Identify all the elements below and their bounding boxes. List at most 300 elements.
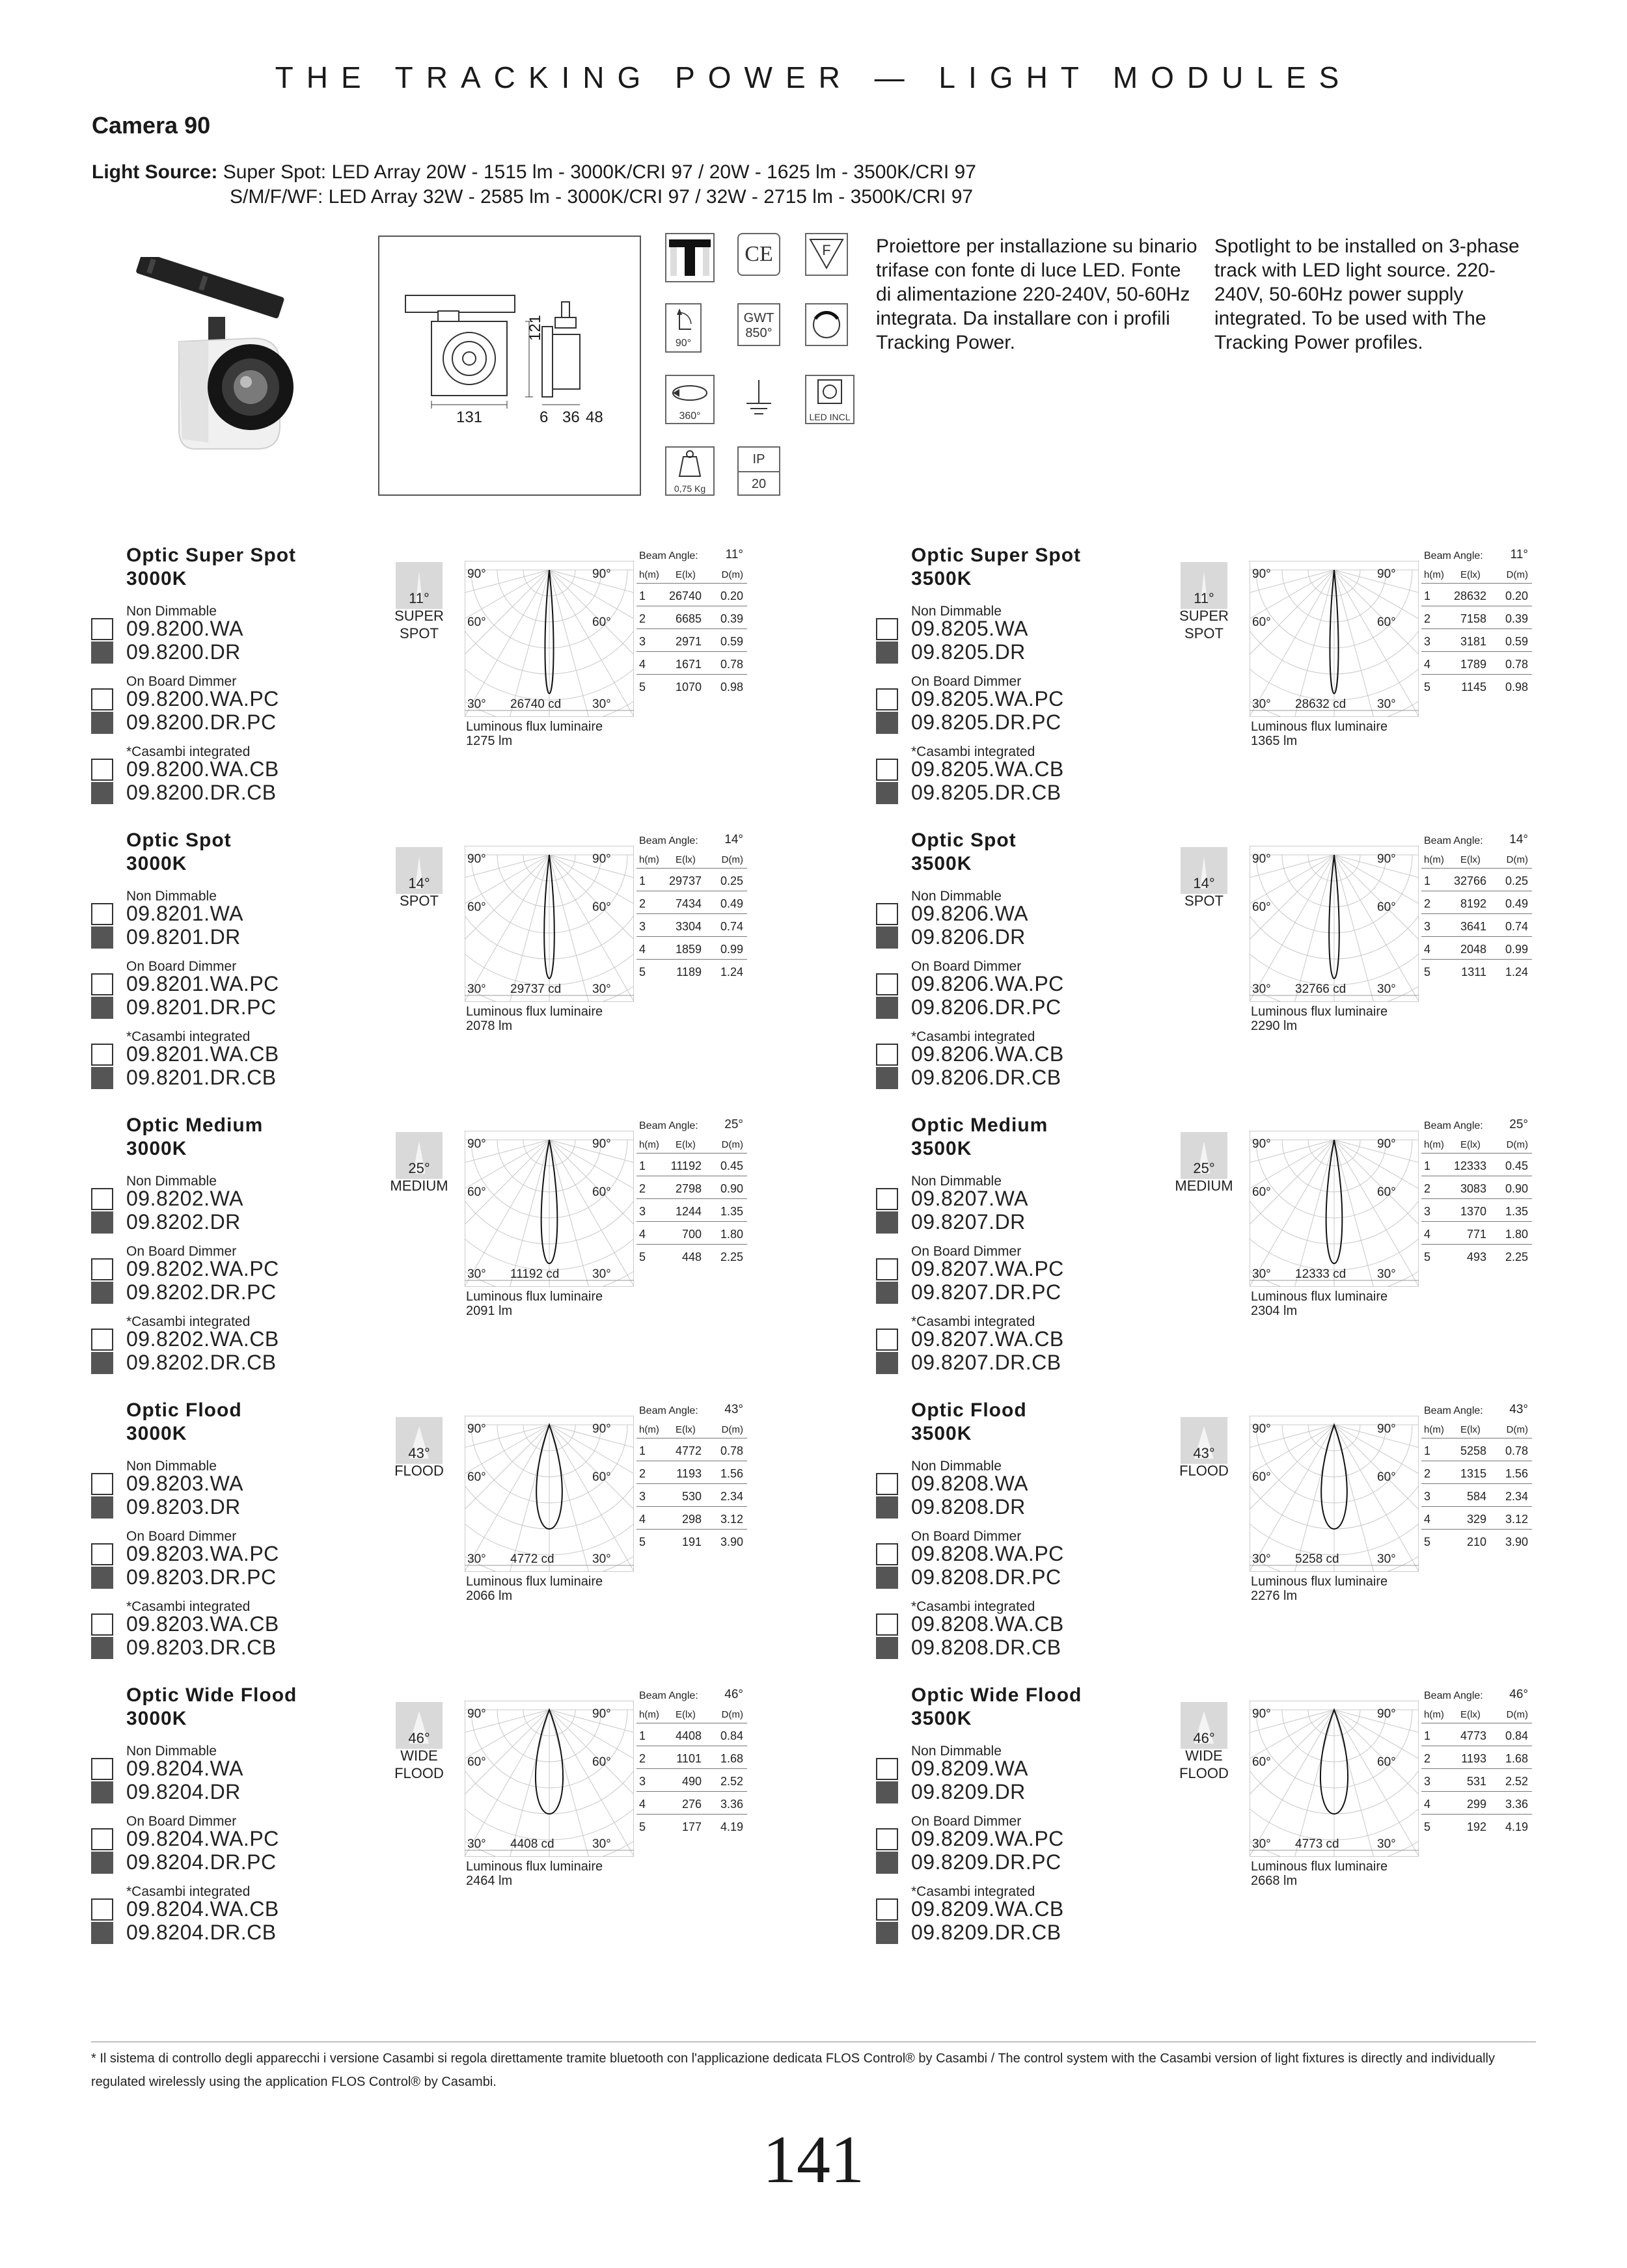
table-header-row: [1421, 563, 1532, 584]
led-included-text: LED INCL: [809, 412, 851, 422]
white-finish-swatch: [91, 618, 113, 640]
white-finish-swatch: [876, 759, 898, 781]
earth-class-icon: [737, 375, 780, 424]
white-finish-swatch: [876, 903, 898, 925]
product-code: 09.8201.DR.CB: [126, 1066, 277, 1089]
optic-section: [876, 1399, 1627, 1672]
table-row: [1421, 1222, 1532, 1245]
on-board-dimmer-label: On Board Dimmer: [126, 1814, 237, 1829]
row-illuminance: 2048: [1460, 943, 1486, 956]
on-board-dimmer-label: On Board Dimmer: [126, 1529, 237, 1544]
luminous-flux-label: Luminous flux luminaire: [466, 1859, 603, 1874]
row-illuminance: 1244: [675, 1205, 702, 1218]
row-diameter: 0.39: [720, 612, 743, 625]
row-illuminance: 8192: [1460, 897, 1486, 910]
row-height: 2: [1424, 612, 1431, 625]
product-code: 09.8208.WA.CB: [911, 1612, 1064, 1636]
row-diameter: 3.90: [1505, 1535, 1528, 1548]
product-code: 09.8205.DR: [911, 640, 1026, 664]
row-height: 2: [639, 897, 646, 910]
row-height: 3: [1424, 635, 1431, 648]
row-diameter: 1.35: [720, 1205, 743, 1218]
optic-name: Optic Super Spot: [126, 545, 297, 566]
row-height: 5: [1424, 1250, 1431, 1263]
track-mount-icon: [665, 233, 715, 282]
dark-finish-swatch: [876, 1211, 898, 1234]
product-code: 09.8208.WA: [911, 1472, 1028, 1495]
row-diameter: 2.52: [720, 1775, 743, 1788]
row-diameter: 1.24: [720, 965, 743, 979]
white-finish-swatch: [91, 903, 113, 925]
polar-label-60-left: 60°: [1252, 615, 1271, 629]
polar-label-30-right: 30°: [592, 1837, 611, 1851]
optic-cct: 3000K: [126, 1708, 187, 1729]
row-illuminance: 191: [681, 1535, 702, 1548]
col-d-header: D(m): [1506, 569, 1528, 580]
product-code: 09.8209.WA.PC: [911, 1827, 1064, 1850]
row-diameter: 2.34: [720, 1490, 743, 1503]
rotation-angle-icon: [665, 375, 715, 424]
polar-label-60-right: 60°: [592, 1755, 611, 1769]
optic-title: [126, 829, 232, 876]
table-header-row: [1421, 1133, 1532, 1154]
dark-finish-swatch: [876, 1637, 898, 1659]
table-row: [1421, 937, 1532, 960]
white-finish-swatch: [876, 1044, 898, 1066]
table-row: [1421, 584, 1532, 606]
beam-angle-value: 11°: [409, 590, 430, 606]
row-illuminance: 1189: [676, 965, 702, 979]
white-finish-swatch: [876, 1473, 898, 1495]
col-e-header: E(lx): [1460, 1424, 1481, 1435]
table-row: [636, 652, 747, 675]
tilt-angle-icon: [665, 303, 702, 353]
white-finish-swatch: [91, 1613, 113, 1636]
product-code: 09.8201.WA: [126, 902, 243, 925]
row-height: 2: [639, 612, 646, 625]
col-d-header: D(m): [1506, 1139, 1528, 1150]
table-row: [1421, 891, 1532, 914]
col-h-header: h(m): [1424, 1424, 1444, 1435]
table-row: [636, 960, 747, 982]
light-source-text-1: Super Spot: LED Array 20W - 1515 lm - 3000K/CRI 97 / 20W - 1625 lm - 3500K/CRI 97: [223, 161, 976, 183]
page-title: THE TRACKING POWER — LIGHT MODULES: [275, 61, 1352, 94]
col-d-header: D(m): [721, 1139, 743, 1150]
polar-label-90-right: 90°: [1377, 1137, 1396, 1151]
col-h-header: h(m): [639, 569, 659, 580]
product-code: 09.8207.WA.PC: [911, 1257, 1064, 1280]
polar-label-30-right: 30°: [592, 982, 611, 996]
casambi-label: *Casambi integrated: [126, 1599, 251, 1614]
luminous-flux: [466, 1574, 603, 1603]
white-finish-swatch: [876, 1758, 898, 1780]
non-dimmable-label: Non Dimmable: [126, 1174, 217, 1189]
row-height: 4: [639, 943, 646, 956]
col-e-header: E(lx): [676, 1424, 696, 1435]
luminous-flux: [1251, 1289, 1388, 1318]
polar-label-90-right: 90°: [592, 567, 611, 581]
row-illuminance: 3181: [1460, 635, 1486, 648]
product-code: 09.8203.DR: [126, 1495, 241, 1519]
polar-label-90-left: 90°: [467, 852, 486, 866]
luminous-flux: [466, 1859, 603, 1888]
candela-value: 11192 cd: [510, 1267, 560, 1281]
beam-type-label: WIDE FLOOD: [1179, 1748, 1229, 1781]
product-code: 09.8208.DR.PC: [911, 1565, 1061, 1589]
polar-label-90-right: 90°: [592, 1137, 611, 1151]
beam-angle-label: Beam Angle:: [639, 1120, 698, 1131]
row-height: 4: [1424, 1228, 1431, 1241]
polar-label-60-right: 60°: [592, 615, 611, 629]
beam-angle-label: Beam Angle:: [1424, 550, 1483, 561]
row-diameter: 1.35: [1505, 1205, 1528, 1218]
polar-diagram: [1250, 1131, 1419, 1287]
row-diameter: 1.80: [1505, 1228, 1528, 1241]
luminous-flux: [1251, 1574, 1388, 1603]
candela-value: 12333 cd: [1295, 1267, 1347, 1281]
polar-label-60-right: 60°: [1377, 615, 1396, 629]
beam-type-label: MEDIUM: [390, 1178, 448, 1194]
row-height: 4: [639, 1798, 646, 1811]
non-dimmable-label: Non Dimmable: [911, 1744, 1002, 1759]
luminous-flux: [1251, 720, 1388, 748]
polar-label-60-left: 60°: [1252, 1470, 1271, 1484]
row-diameter: 0.49: [720, 897, 743, 910]
table-row: [636, 629, 747, 652]
row-height: 3: [1424, 1775, 1431, 1788]
row-height: 2: [639, 1467, 646, 1480]
beam-angle-label: Beam Angle:: [1424, 1405, 1483, 1416]
col-e-header: E(lx): [1460, 569, 1481, 580]
white-finish-swatch: [91, 1543, 113, 1565]
dark-finish-swatch: [876, 1781, 898, 1803]
non-dimmable-label: Non Dimmable: [911, 1459, 1002, 1474]
dark-finish-swatch: [876, 782, 898, 804]
gwt-text: GWT: [743, 311, 774, 325]
table-row: [1421, 960, 1532, 982]
luminous-flux-value: 2304 lm: [1251, 1304, 1298, 1318]
white-finish-swatch: [91, 1898, 113, 1921]
dark-finish-swatch: [876, 1852, 898, 1874]
col-e-header: E(lx): [676, 1139, 696, 1150]
non-dimmable-label: Non Dimmable: [126, 889, 217, 904]
luminous-flux-value: 2276 lm: [1251, 1589, 1298, 1603]
col-d-header: D(m): [721, 854, 743, 865]
table-header-row: [1421, 848, 1532, 869]
row-height: 2: [1424, 897, 1431, 910]
luminous-flux-value: 1365 lm: [1251, 734, 1298, 748]
product-code: 09.8200.DR.PC: [126, 710, 277, 734]
row-illuminance: 2971: [675, 635, 702, 648]
beam-type-label: SUPER SPOT: [394, 608, 444, 641]
ip-rating-icon: [737, 446, 780, 496]
dark-finish-swatch: [91, 1922, 113, 1944]
polar-label-90-left: 90°: [1252, 1422, 1271, 1436]
row-diameter: 0.84: [720, 1729, 743, 1742]
row-height: 2: [1424, 1182, 1431, 1195]
optic-section: [876, 829, 1627, 1102]
polar-label-60-left: 60°: [467, 1470, 486, 1484]
product-code: 09.8206.DR.PC: [911, 995, 1061, 1019]
beam-angle-value: 25°: [1193, 1160, 1215, 1176]
row-illuminance: 7158: [1460, 612, 1486, 625]
table-row: [1421, 1461, 1532, 1484]
non-dimmable-label: Non Dimmable: [911, 604, 1002, 619]
white-finish-swatch: [91, 1258, 113, 1280]
table-row: [1421, 914, 1532, 937]
luminous-flux-value: 1275 lm: [466, 734, 513, 748]
beam-angle-label: Beam Angle:: [639, 550, 698, 561]
col-e-header: E(lx): [676, 569, 696, 580]
row-diameter: 0.98: [720, 681, 743, 694]
technical-drawing: [378, 236, 641, 496]
product-code: 09.8202.WA.PC: [126, 1257, 279, 1280]
row-height: 1: [1424, 589, 1431, 602]
row-height: 5: [639, 965, 646, 979]
polar-label-30-left: 30°: [467, 697, 486, 711]
casambi-label: *Casambi integrated: [126, 1029, 251, 1044]
row-height: 1: [639, 1729, 646, 1742]
row-diameter: 1.68: [720, 1752, 743, 1765]
polar-label-30-right: 30°: [1377, 1837, 1396, 1851]
white-finish-swatch: [876, 1543, 898, 1565]
table-row: [1421, 1815, 1532, 1837]
table-row: [1421, 1245, 1532, 1267]
polar-label-30-left: 30°: [467, 1837, 486, 1851]
ce-mark-text: CE: [745, 242, 773, 266]
casambi-label: *Casambi integrated: [911, 1599, 1035, 1614]
table-row: [1421, 1723, 1532, 1746]
row-illuminance: 3641: [1460, 920, 1486, 933]
beam-angle-header: [636, 544, 747, 563]
non-dimmable-label: Non Dimmable: [126, 604, 217, 619]
beam-type-label: SUPER SPOT: [1179, 608, 1229, 641]
candela-value: 28632 cd: [1295, 697, 1347, 711]
row-illuminance: 531: [1466, 1775, 1486, 1788]
product-code: 09.8207.WA.CB: [911, 1327, 1064, 1351]
optic-title: [126, 1114, 263, 1161]
row-illuminance: 1370: [1460, 1205, 1486, 1218]
row-illuminance: 6685: [675, 612, 702, 625]
table-row: [1421, 869, 1532, 891]
row-height: 5: [1424, 965, 1431, 979]
dark-finish-swatch: [91, 1211, 113, 1234]
dark-finish-swatch: [91, 1496, 113, 1519]
dark-finish-swatch: [91, 641, 113, 664]
row-height: 5: [639, 1250, 646, 1263]
product-code: 09.8204.WA.CB: [126, 1897, 279, 1921]
non-dimmable-label: Non Dimmable: [911, 889, 1002, 904]
dark-finish-swatch: [91, 997, 113, 1019]
on-board-dimmer-label: On Board Dimmer: [126, 959, 237, 974]
product-code: 09.8200.DR: [126, 640, 241, 664]
polar-label-90-right: 90°: [592, 1707, 611, 1721]
white-finish-swatch: [876, 1898, 898, 1921]
description-italian: Proiettore per installazione su binario trifase con fonte di luce LED. Fonte di alimentazione 220-240V, 50-60Hz integrata. Da installare con i profili Tracking Power.: [876, 236, 1197, 353]
col-h-header: h(m): [639, 854, 659, 865]
table-row: [636, 1792, 747, 1815]
dark-finish-swatch: [91, 712, 113, 734]
product-code: 09.8201.DR.PC: [126, 995, 277, 1019]
non-dimmable-label: Non Dimmable: [911, 1174, 1002, 1189]
dimension-height: 121: [526, 314, 544, 341]
polar-diagram: [465, 1131, 634, 1287]
row-illuminance: 4773: [1460, 1729, 1486, 1742]
beam-angle-table-value: 14°: [1509, 833, 1528, 846]
product-code: 09.8202.DR: [126, 1210, 241, 1234]
polar-label-30-right: 30°: [1377, 982, 1396, 996]
col-h-header: h(m): [639, 1424, 659, 1435]
row-diameter: 3.36: [720, 1798, 743, 1811]
row-illuminance: 3083: [1460, 1182, 1486, 1195]
polar-label-90-left: 90°: [1252, 1707, 1271, 1721]
footnote: * Il sistema di controllo degli apparecchi i versione Casambi si regola direttamente tramite bluetooth con l'applicazione dedicata FLOS Control® by Casambi / The control system with the Casambi version of light fixtures is directly and individually regulated wirelessly using the application FLOS Control® by Casambi.: [91, 2051, 1495, 2089]
dimension-depth-2: 36: [562, 409, 580, 426]
white-finish-swatch: [91, 688, 113, 710]
product-code: 09.8207.DR: [911, 1210, 1026, 1234]
luminous-flux-label: Luminous flux luminaire: [466, 1574, 603, 1589]
table-row: [1421, 1746, 1532, 1769]
row-diameter: 1.24: [1505, 965, 1528, 979]
product-code: 09.8207.WA: [911, 1187, 1028, 1210]
row-diameter: 3.36: [1505, 1798, 1528, 1811]
optic-cct: 3500K: [911, 568, 972, 589]
dimension-depth-1: 6: [540, 409, 549, 426]
row-height: 3: [1424, 1490, 1431, 1503]
row-diameter: 0.84: [1505, 1729, 1528, 1742]
beam-angle-header: [636, 1684, 747, 1703]
white-finish-swatch: [91, 1329, 113, 1351]
table-row: [1421, 1507, 1532, 1530]
dark-finish-swatch: [91, 1352, 113, 1374]
polar-label-30-left: 30°: [1252, 1267, 1271, 1281]
light-source-label: Light Source:: [92, 161, 218, 183]
product-code: 09.8205.WA.PC: [911, 687, 1064, 710]
row-illuminance: 210: [1466, 1535, 1486, 1548]
optic-name: Optic Spot: [126, 830, 232, 851]
polar-label-30-left: 30°: [1252, 1552, 1271, 1566]
product-code: 09.8209.DR: [911, 1780, 1026, 1803]
row-diameter: 0.25: [1505, 874, 1528, 887]
col-h-header: h(m): [1424, 1139, 1444, 1150]
luminous-flux-label: Luminous flux luminaire: [1251, 1859, 1388, 1874]
polar-diagram: [1250, 846, 1419, 1002]
polar-label-90-right: 90°: [592, 1422, 611, 1436]
beam-angle-label: Beam Angle:: [639, 835, 698, 846]
ip-value: 20: [751, 477, 767, 491]
row-illuminance: 530: [681, 1490, 702, 1503]
row-illuminance: 1311: [1461, 965, 1486, 979]
table-row: [636, 1245, 747, 1267]
polar-label-30-right: 30°: [592, 1267, 611, 1281]
polar-label-90-left: 90°: [467, 1422, 486, 1436]
product-code: 09.8206.DR: [911, 925, 1026, 949]
optic-name: Optic Wide Flood: [126, 1684, 297, 1706]
illuminance-table: [1421, 544, 1532, 697]
row-illuminance: 26740: [668, 589, 702, 602]
table-header-row: [636, 848, 747, 869]
optic-name: Optic Medium: [126, 1114, 264, 1136]
dark-finish-swatch: [91, 1637, 113, 1659]
candela-value: 5258 cd: [1295, 1552, 1339, 1566]
luminous-flux-value: 2668 lm: [1251, 1874, 1298, 1888]
illuminance-table: [636, 1684, 747, 1837]
polar-label-30-left: 30°: [1252, 1837, 1271, 1851]
product-code: 09.8203.WA.CB: [126, 1612, 279, 1636]
optic-section: [876, 1114, 1627, 1387]
row-height: 1: [1424, 874, 1431, 887]
polar-label-60-left: 60°: [1252, 1755, 1271, 1769]
beam-angle-label: Beam Angle:: [1424, 1120, 1483, 1131]
product-code: 09.8203.WA: [126, 1472, 243, 1495]
row-diameter: 1.68: [1505, 1752, 1528, 1765]
light-source-line-1: [92, 161, 976, 183]
row-height: 4: [639, 1228, 646, 1241]
beam-angle-value: 46°: [1193, 1730, 1215, 1746]
product-code: 09.8201.DR: [126, 925, 241, 949]
white-finish-swatch: [91, 973, 113, 995]
luminous-flux-label: Luminous flux luminaire: [466, 1005, 603, 1019]
row-height: 4: [639, 1513, 646, 1526]
dark-finish-swatch: [876, 926, 898, 949]
row-diameter: 0.78: [720, 658, 743, 671]
product-code: 09.8204.DR.CB: [126, 1921, 277, 1944]
table-row: [1421, 1530, 1532, 1552]
table-row: [636, 675, 747, 697]
dark-finish-swatch: [876, 1067, 898, 1089]
dark-finish-swatch: [91, 1781, 113, 1803]
row-illuminance: 3304: [675, 920, 702, 933]
table-header-row: [636, 1133, 747, 1154]
polar-label-60-left: 60°: [467, 900, 486, 914]
table-row: [1421, 629, 1532, 652]
product-name: Camera 90: [92, 112, 211, 139]
row-diameter: 4.19: [720, 1820, 743, 1833]
dark-finish-swatch: [876, 641, 898, 664]
illuminance-table: [636, 1399, 747, 1552]
row-illuminance: 1101: [676, 1752, 702, 1765]
row-height: 1: [639, 874, 646, 887]
row-diameter: 3.12: [1505, 1513, 1528, 1526]
row-illuminance: 299: [1466, 1798, 1486, 1811]
ip-label: IP: [739, 448, 779, 472]
description-english: Spotlight to be installed on 3-phase track with LED light source. 220-240V, 50-60Hz power supply integrated. To be used with The Tracking Power profiles.: [1214, 236, 1520, 353]
weight-icon: [665, 446, 715, 496]
optic-cct: 3000K: [126, 853, 187, 874]
f-mark-text: F: [822, 242, 831, 258]
rotation-angle-text: 360°: [679, 411, 701, 422]
table-row: [636, 1154, 747, 1176]
polar-label-30-left: 30°: [467, 982, 486, 996]
col-h-header: h(m): [1424, 1709, 1444, 1720]
polar-label-90-right: 90°: [1377, 1707, 1396, 1721]
luminous-flux-value: 2464 lm: [466, 1874, 513, 1888]
row-illuminance: 1315: [1460, 1467, 1486, 1480]
polar-label-60-left: 60°: [467, 1755, 486, 1769]
non-dimmable-label: Non Dimmable: [126, 1459, 217, 1474]
col-e-header: E(lx): [1460, 1709, 1481, 1720]
product-code: 09.8208.WA.PC: [911, 1542, 1064, 1565]
polar-diagram: [465, 846, 634, 1002]
col-d-header: D(m): [721, 1424, 743, 1435]
dark-finish-swatch: [876, 712, 898, 734]
row-illuminance: 11192: [670, 1159, 702, 1172]
polar-diagram: [1250, 561, 1419, 717]
row-illuminance: 1070: [675, 681, 702, 694]
casambi-label: *Casambi integrated: [126, 744, 251, 759]
product-code: 09.8206.WA: [911, 902, 1028, 925]
dark-finish-swatch: [876, 1922, 898, 1944]
